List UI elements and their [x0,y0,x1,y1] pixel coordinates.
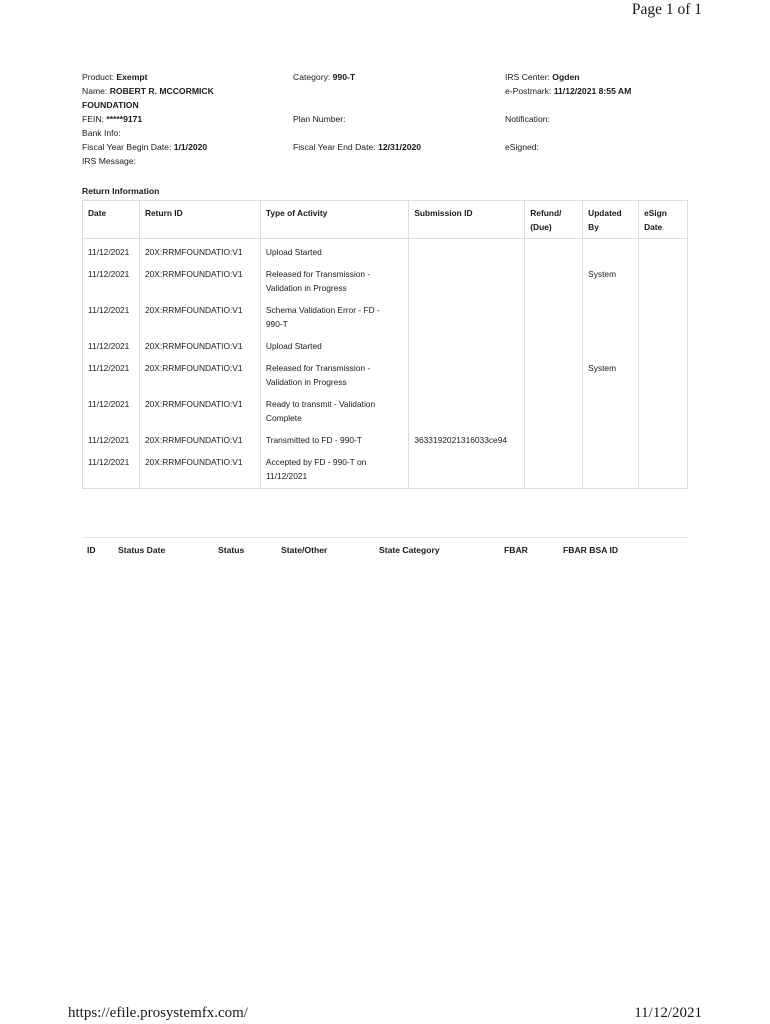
row-submission-id [409,451,525,489]
row-esign-date [639,335,688,357]
row-return-id: 20X:RRMFOUNDATIO:V1 [139,429,260,451]
activity-line-2: 990-T [265,319,288,329]
activity-line-2: Validation in Progress [265,283,347,293]
irs-message-label: IRS Message: [82,156,136,166]
status-header-state-category: State Category [379,545,440,555]
row-updated-by [583,393,639,429]
summary-column-3 [505,70,705,154]
header-esign-line-2: Date [644,222,663,232]
row-submission-id [409,263,525,299]
name-value: ROBERT R. MCCORMICK FOUNDATION [82,86,214,110]
status-header-status-date: Status Date [118,545,166,555]
row-esign-date [639,393,688,429]
footer-url: https://efile.prosystemfx.com/ [68,1005,248,1021]
row-esign-date [639,239,688,264]
activity-line-2: Complete [265,413,302,423]
table-row [83,357,688,393]
activity-line-1: Released for Transmission - [265,269,371,279]
table-row [83,393,688,429]
irs-center-label: IRS Center: [505,72,550,82]
irs-center-value: Ogden [552,72,580,82]
row-updated-by [583,451,639,489]
page-number: Page 1 of 1 [631,1,702,18]
table-row [83,299,688,335]
header-refund-line-2: (Due) [530,222,552,232]
irs-message-row [82,154,267,168]
status-header-state-other: State/Other [281,545,328,555]
row-return-id: 20X:RRMFOUNDATIO:V1 [139,335,260,357]
fiscal-year-begin-label: Fiscal Year Begin Date: [82,142,172,152]
row-date: 11/12/2021 [83,451,140,489]
row-refund [525,239,583,264]
fein-row [82,112,267,126]
category-value: 990-T [332,72,356,82]
row-esign-date [639,263,688,299]
fiscal-year-begin-row [82,140,267,154]
table-row [83,429,688,451]
row-date: 11/12/2021 [83,335,140,357]
row-updated-by [583,239,639,264]
row-submission-id [409,357,525,393]
status-header-id: ID [87,545,96,555]
row-updated-by [583,335,639,357]
row-return-id: 20X:RRMFOUNDATIO:V1 [139,299,260,335]
status-header-status: Status [218,545,245,555]
product-label: Product: [82,72,115,82]
row-return-id: 20X:RRMFOUNDATIO:V1 [139,263,260,299]
header-refund-line-1: Refund/ [530,208,562,218]
status-header-fbar-bsa-id: FBAR BSA ID [563,545,619,555]
row-refund [525,451,583,489]
header-date: Date [83,201,140,239]
header-submission-id: Submission ID [409,201,525,239]
row-updated-by: System [583,263,639,299]
row-return-id: 20X:RRMFOUNDATIO:V1 [139,393,260,429]
row-activity [260,263,408,299]
row-activity [260,451,408,489]
row-esign-date [639,429,688,451]
product-row [82,70,267,84]
summary-column-1 [82,70,267,168]
epostmark-label: e-Postmark: [505,86,552,96]
row-refund [525,429,583,451]
header-updated-line-1: Updated [588,208,622,218]
table-row [83,239,688,264]
row-submission-id [409,299,525,335]
row-date: 11/12/2021 [83,357,140,393]
fiscal-year-end-row [293,140,493,154]
epostmark-spacer [505,98,705,112]
plan-spacer [293,126,493,140]
section-title-return-information: Return Information [82,186,160,196]
esigned-label: eSigned: [505,142,539,152]
row-date: 11/12/2021 [83,393,140,429]
fiscal-year-end-label: Fiscal Year End Date: [293,142,376,152]
category-spacer [293,84,493,112]
activity-line-1: Transmitted to FD - 990-T [265,435,362,445]
row-submission-id [409,393,525,429]
notification-row [505,112,705,126]
header-type-of-activity: Type of Activity [260,201,408,239]
row-updated-by: System [583,357,639,393]
row-refund [525,335,583,357]
table-row [83,263,688,299]
notification-label: Notification: [505,114,550,124]
category-label: Category: [293,72,331,82]
activity-line-1: Upload Started [265,247,322,257]
bank-info-row [82,126,267,140]
table-row [83,451,688,489]
name-label: Name: [82,86,108,96]
product-value: Exempt [116,72,148,82]
activity-line-1: Schema Validation Error - FD - [265,305,380,315]
table-header-row [83,201,688,239]
activity-line-1: Accepted by FD - 990-T on [265,457,367,467]
summary-column-2 [293,70,493,154]
row-submission-id: 3633192021316033ce94 [409,429,525,451]
row-updated-by [583,299,639,335]
name-row [82,84,267,112]
return-information-table [82,200,688,489]
notification-spacer [505,126,705,140]
activity-line-1: Released for Transmission - [265,363,371,373]
row-refund [525,357,583,393]
irs-center-row [505,70,705,84]
row-activity [260,335,408,357]
row-esign-date [639,299,688,335]
row-updated-by [583,429,639,451]
fiscal-year-end-value: 12/31/2020 [378,142,422,152]
row-refund [525,299,583,335]
row-activity [260,429,408,451]
category-row [293,70,493,84]
plan-number-row [293,112,493,126]
header-updated-by [583,201,639,239]
row-activity [260,393,408,429]
bank-info-label: Bank Info: [82,128,121,138]
row-refund [525,263,583,299]
esigned-row [505,140,705,154]
row-submission-id [409,239,525,264]
row-date: 11/12/2021 [83,263,140,299]
row-return-id: 20X:RRMFOUNDATIO:V1 [139,239,260,264]
footer-date: 11/12/2021 [634,1005,702,1021]
status-header-fbar: FBAR [504,545,528,555]
row-date: 11/12/2021 [83,239,140,264]
header-esign-date [639,201,688,239]
row-activity [260,299,408,335]
fein-value: *****9171 [106,114,143,124]
row-esign-date [639,357,688,393]
header-return-id: Return ID [139,201,260,239]
row-submission-id [409,335,525,357]
epostmark-row [505,84,705,98]
activity-line-1: Upload Started [265,341,322,351]
status-table-header [82,537,688,562]
fein-label: FEIN: [82,114,104,124]
header-esign-line-1: eSign [644,208,667,218]
plan-number-label: Plan Number: [293,114,346,124]
epostmark-value: 11/12/2021 8:55 AM [553,86,632,96]
header-refund-due [525,201,583,239]
activity-line-1: Ready to transmit - Validation [265,399,376,409]
row-date: 11/12/2021 [83,299,140,335]
row-activity [260,357,408,393]
header-updated-line-2: By [588,222,599,232]
fiscal-year-begin-value: 1/1/2020 [173,142,208,152]
row-date: 11/12/2021 [83,429,140,451]
row-return-id: 20X:RRMFOUNDATIO:V1 [139,357,260,393]
row-activity [260,239,408,264]
row-refund [525,393,583,429]
activity-line-2: 11/12/2021 [265,471,308,481]
row-return-id: 20X:RRMFOUNDATIO:V1 [139,451,260,489]
table-row [83,335,688,357]
row-esign-date [639,451,688,489]
activity-line-2: Validation in Progress [265,377,347,387]
